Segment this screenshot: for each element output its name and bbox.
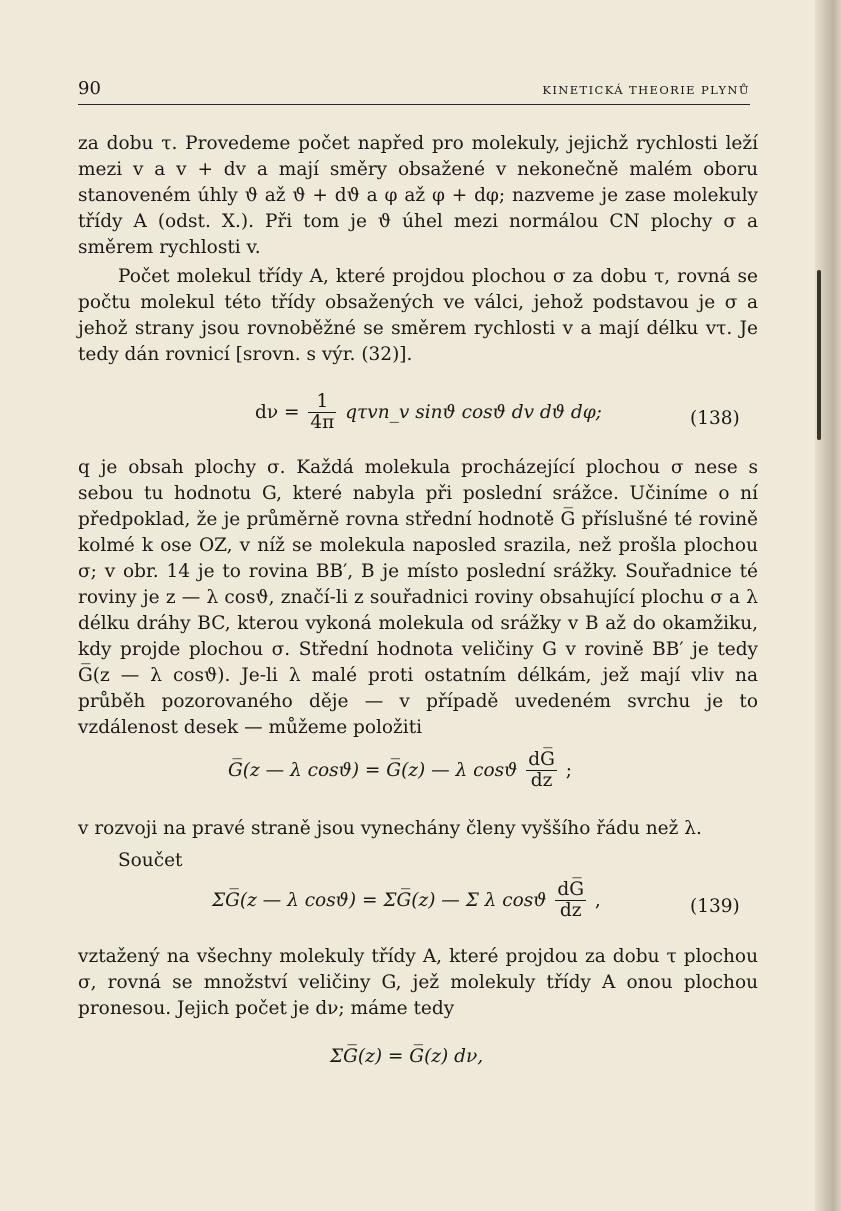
fraction-numerator: dG̅ xyxy=(528,749,555,770)
equation-138-fraction xyxy=(308,392,336,434)
fraction-denominator: dz xyxy=(559,900,582,922)
equation-138 xyxy=(255,392,602,434)
equation-taylor-fraction xyxy=(526,750,557,792)
equation-139-tail: , xyxy=(594,889,601,911)
equation-139-lhs: ΣG̅(z — λ cosϑ) = ΣG̅(z) — Σ λ cosϑ xyxy=(212,889,547,911)
equation-taylor-tail: ; xyxy=(565,759,572,781)
fraction-denominator: 4π xyxy=(310,412,335,434)
running-head: KINETICKÁ THEORIE PLYNŮ xyxy=(542,83,750,97)
paragraph-5: vztažený na všechny molekuly třídy A, které projdou za dobu τ plochou σ, rovná se množství veličiny G, jež molekuly třídy A onou plochou pronesou. Jejich počet je dν; máme tedy xyxy=(78,946,758,1019)
equation-139-number: (139) xyxy=(690,896,740,917)
equation-139 xyxy=(212,880,601,922)
equation-138-number: (138) xyxy=(690,408,740,429)
fraction-numerator: dG̅ xyxy=(557,879,584,900)
equation-138-rhs: qτvn_v sinϑ cosϑ dv dϑ dφ; xyxy=(345,401,602,423)
paragraph-2: Počet molekul třídy A, které projdou plochou σ za dobu τ, rovná se počtu molekul této třídy obsažených ve válci, jehož podstavou je σ a jehož strany jsou rovnoběžné se směrem rychlosti v a mají délku vτ. Je tedy dán rovnicí [srovn. s výr. (32)]. xyxy=(78,266,758,365)
equation-taylor-lhs: G̅(z — λ cosϑ) = G̅(z) — λ cosϑ xyxy=(228,759,518,781)
equation-139-fraction xyxy=(555,880,586,922)
paragraph-4: v rozvoji na pravé straně jsou vynechány členy vyššího řádu než λ. xyxy=(78,818,702,839)
page-edge-shadow xyxy=(817,270,821,440)
page-header xyxy=(78,74,750,105)
page-number: 90 xyxy=(78,78,101,99)
paragraph-1: za dobu τ. Provedeme počet napřed pro molekuly, jejichž rychlosti leží mezi v a v + dv a mají směry obsažené v nekonečně malém oboru stanoveném úhly ϑ až ϑ + dϑ a φ až φ + dφ; nazveme je zase molekuly třídy A (odst. X.). Při tom je ϑ úhel mezi normálou CN plochy σ a směrem rychlosti v. xyxy=(78,133,758,258)
equation-138-lhs: dν = xyxy=(255,401,300,423)
page-edge xyxy=(815,0,841,1211)
equation-taylor xyxy=(228,750,572,792)
equation-final: ΣG̅(z) = G̅(z) dν, xyxy=(330,1046,484,1067)
paragraph-3: q je obsah plochy σ. Každá molekula procházející plochou σ nese s sebou tu hodnotu G, které nabyla při poslední srážce. Učiníme o ní předpoklad, že je průměrně rovna střední hodnotě G̅ příslušné té rovině kolmé k ose OZ, v níž se molekula naposled srazila, než prošla plochou σ; v obr. 14 je to rovina BB′, B je místo poslední srážky. Souřadnice té roviny je z — λ cosϑ, značí-li z souřadnici roviny obsahující plochu σ a λ délku dráhy BC, kterou vykoná molekula od srážky v B až do okamžiku, kdy projde plochou σ. Střední hodnota veličiny G v rovině BB′ je tedy G̅(z — λ cosϑ). Je-li λ malé proti ostatním délkám, jež mají vliv na průběh pozorovaného děje — v případě uvedeném svrchu je to vzdálenost desek — můžeme položiti xyxy=(78,457,758,738)
soucet-label: Součet xyxy=(118,850,183,871)
fraction-numerator: 1 xyxy=(308,392,336,413)
fraction-denominator: dz xyxy=(530,770,553,792)
